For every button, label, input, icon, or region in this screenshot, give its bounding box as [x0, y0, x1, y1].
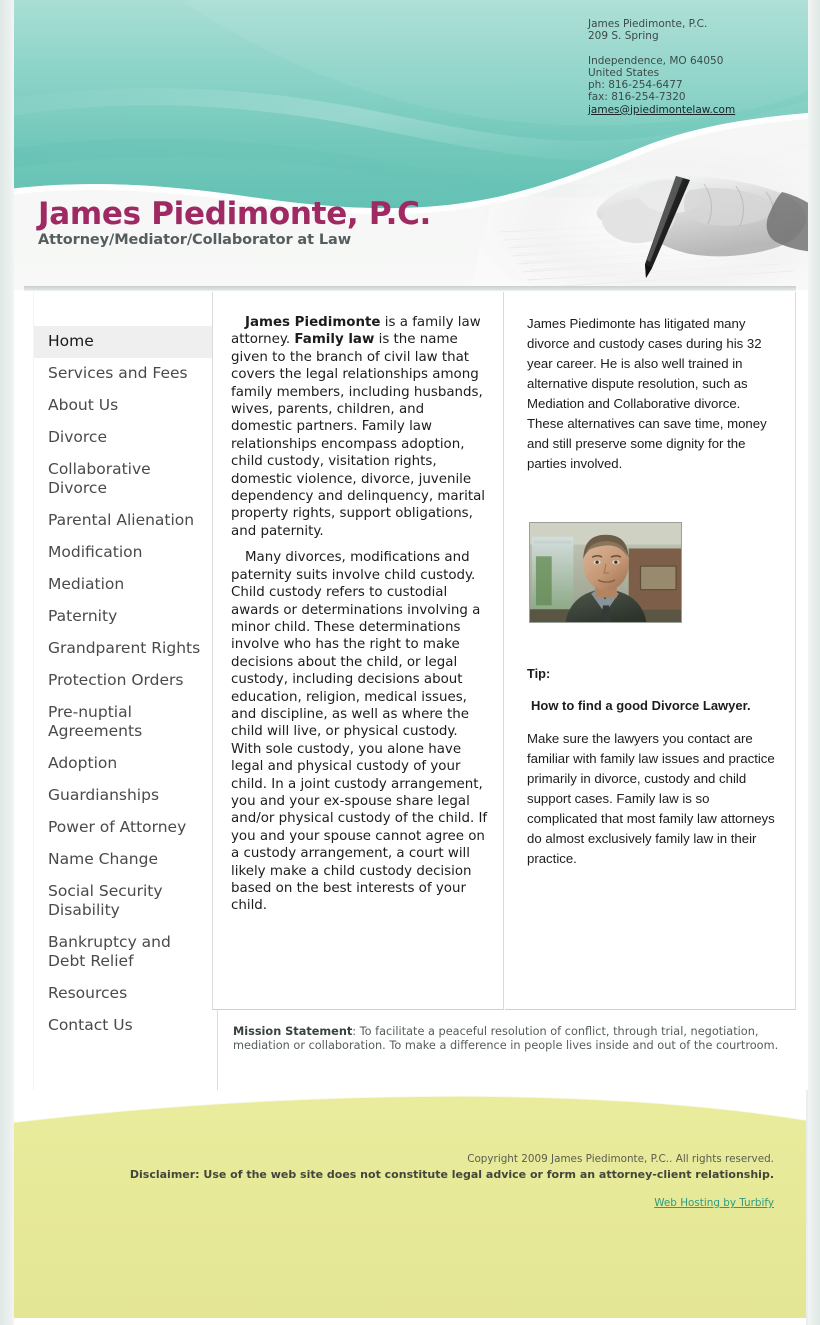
sidebar-item-modification[interactable]: Modification [48, 543, 143, 561]
sidebar-item-mediation[interactable]: Mediation [48, 575, 125, 593]
page-gutter-right [808, 0, 820, 1325]
contact-street: 209 S. Spring [588, 30, 659, 43]
tip-text: Make sure the lawyers you contact are familiar with family law issues and practice primarily in divorce, custody and child support cases. Family law is so complicated that most family law attorneys do almost exclusively family law in their practice. [527, 731, 775, 866]
article-bold-term: Family law [294, 332, 375, 348]
main-article-column [212, 292, 504, 1010]
sidebar-item-services-and-fees[interactable]: Services and Fees [48, 364, 188, 382]
brand-title: James Piedimonte, P.C. [38, 196, 432, 232]
article-paragraph-2: Many divorces, modifications and paternity suits involve child custody. Child custody refers to custodial awards or determinations involving a minor child. These determinations involve who has the right to make decisions about the child, or legal custody, including decisions about education, religion, medical issues, and discipline, as well as where the child will live, or physical custody. With sole custody, you alone have legal and physical custody of your child. In a joint custody arrangement, you and your ex-spouse share legal and/or physical custody of the child. If you and your spouse cannot agree on a custody arrangement, a court will likely make a child custody decision based on the best interests of your child. [231, 550, 488, 914]
sidebar-item-parental-alienation[interactable]: Parental Alienation [48, 511, 195, 529]
tip-heading: How to find a good Divorce Lawyer. [531, 698, 751, 713]
header-contact-info [588, 18, 808, 116]
aside-bio-text: James Piedimonte has litigated many divorce and custody cases during his 32 year career. He is also well trained in alternative dispute resolution, such as Mediation and Collaborative divorce. These alternatives can save time, money and still preserve some dignity for the parties involved. [527, 316, 767, 471]
page-footer [0, 1090, 820, 1325]
sidebar-item-guardianships[interactable]: Guardianships [48, 786, 160, 804]
footer-hosting-link[interactable]: Web Hosting by Turbify [654, 1197, 774, 1209]
footer-text-block [0, 1152, 820, 1210]
contact-email-wrap [588, 104, 808, 116]
sidebar-item-bankruptcy-and-debt-relief[interactable]: Bankruptcy and Debt Relief [48, 933, 171, 970]
contact-phone: ph: 816-254-6477 [588, 79, 683, 92]
content-area [24, 292, 796, 1112]
header-divider-rule [24, 286, 796, 291]
portrait-photo [529, 522, 682, 623]
sidebar-item-paternity[interactable]: Paternity [48, 607, 118, 625]
contact-fax: fax: 816-254-7320 [588, 91, 686, 104]
contact-spacer [588, 43, 808, 55]
contact-email-link[interactable]: james@jpiedimontelaw.com [588, 103, 736, 116]
sidebar-item-pre-nuptial-agreements[interactable]: Pre-nuptial Agreements [48, 703, 143, 740]
sidebar-nav-list [34, 292, 217, 1042]
brand-subtitle: Attorney/Mediator/Collaborator at Law [38, 232, 352, 248]
sidebar-item-contact-us[interactable]: Contact Us [48, 1016, 133, 1034]
sidebar-item-collaborative-divorce[interactable]: Collaborative Divorce [48, 460, 151, 497]
aside-column [505, 292, 796, 1010]
main-article-body [213, 292, 503, 915]
footer-copyright: Copyright 2009 James Piedimonte, P.C.. All rights reserved. [467, 1153, 774, 1165]
sidebar-nav [33, 292, 218, 1112]
aside-body [505, 292, 795, 869]
footer-hosting-wrap [0, 1183, 774, 1210]
sidebar-item-power-of-attorney[interactable]: Power of Attorney [48, 818, 187, 836]
mission-statement-text: : To facilitate a peaceful resolution of conflict, through trial, negotiation, mediation or collaboration. To make a difference in people lives inside and out of the courtroom. [233, 1025, 779, 1053]
article-bold-name: James Piedimonte [245, 315, 381, 330]
sidebar-item-protection-orders[interactable]: Protection Orders [48, 671, 184, 689]
sidebar-item-about-us[interactable]: About Us [48, 396, 119, 414]
page-gutter-left [0, 0, 14, 1325]
sidebar-item-divorce[interactable]: Divorce [48, 428, 107, 446]
contact-company: James Piedimonte, P.C. [588, 18, 708, 30]
contact-country: United States [588, 66, 660, 79]
sidebar-item-home[interactable]: Home [34, 326, 217, 358]
footer-disclaimer: Disclaimer: Use of the web site does not constitute legal advice or form an attorney-client relationship. [129, 1168, 774, 1181]
sidebar-item-name-change[interactable]: Name Change [48, 850, 158, 868]
tip-label: Tip: [527, 666, 551, 681]
contact-city-state-zip: Independence, MO 64050 [588, 54, 724, 67]
sidebar-item-resources[interactable]: Resources [48, 984, 128, 1002]
article-p1-part1: is a family law attorney. [231, 315, 481, 348]
mission-statement-label: Mission Statement [233, 1025, 353, 1038]
mission-statement [212, 1025, 796, 1054]
header-banner [0, 0, 820, 290]
portrait-photo-image [530, 523, 681, 622]
sidebar-item-adoption[interactable]: Adoption [48, 754, 118, 772]
article-paragraph-1 [231, 314, 489, 540]
sidebar-item-social-security-disability[interactable]: Social Security Disability [48, 882, 163, 919]
article-p1-part2: is the name given to the branch of civil law that covers the legal relationships among family members, including husbands, wives, parents, children, and domestic partners. Family law relationships encompass adoption, child custody, visitation rights, domestic violence, divorce, juvenile dependency and delinquency, marital property rights, support obligations, and paternity. [231, 332, 486, 539]
sidebar-item-grandparent-rights[interactable]: Grandparent Rights [48, 639, 201, 657]
